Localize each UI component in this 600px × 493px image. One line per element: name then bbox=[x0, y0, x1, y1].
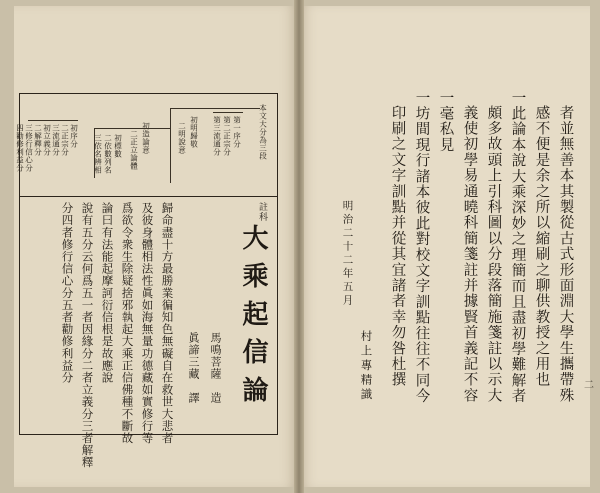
chart-line bbox=[94, 128, 95, 178]
chart-small-item-4: 初立義分 bbox=[42, 124, 52, 156]
chart-top-item-3: 第三流通分 bbox=[212, 116, 222, 156]
body-column-2: 及彼身體相法性眞如海無量功德藏如實修行等 bbox=[140, 202, 155, 444]
chart-line bbox=[94, 128, 170, 129]
chart-small-item-3: 三流通分 bbox=[51, 124, 61, 156]
body-column-3: 爲欲令衆生除疑捨邪執起大乘正信佛種不斷故 bbox=[120, 202, 135, 444]
chart-sub-group-4: 二正立論體 bbox=[129, 130, 139, 170]
chart-small-item-7: 四勸修利益分 bbox=[15, 124, 25, 172]
chart-sub-group-1: 初明歸敬 bbox=[189, 116, 199, 148]
chart-small-item-5: 二解釋分 bbox=[33, 124, 43, 156]
body-column-1: 歸命盡十方最勝業徧知色無礙自在救世大悲者 bbox=[160, 202, 175, 444]
preface-column-3: 一此論本說大乘深妙之理簡而且盡初學難解者 bbox=[509, 90, 526, 404]
chart-line bbox=[28, 120, 78, 121]
chart-top-item-1: 第一序分 bbox=[232, 116, 242, 148]
author-credit: 馬鳴菩薩 造 bbox=[209, 332, 222, 404]
frame-divider bbox=[20, 196, 277, 197]
preface-date: 明治二十二年五月 bbox=[341, 200, 354, 308]
preface-signature: 村上專精識 bbox=[359, 330, 374, 403]
chart-small-item-6: 三修行信心分 bbox=[24, 124, 34, 172]
chart-sub-group-2: 二明說意 bbox=[177, 122, 187, 154]
preface-column-5: 義使初學易通曉科簡箋註并據賢首義記不容 bbox=[461, 105, 478, 404]
preface-column-4: 頗多故頭上引科圖以分段落簡施箋註以示大 bbox=[485, 105, 502, 404]
chart-header-label: 本文大分為三段 bbox=[258, 104, 268, 160]
chart-sub-group-7: 三依名辨相 bbox=[93, 134, 103, 174]
body-column-6: 分四者修行信心分五者勸修利益分 bbox=[60, 202, 75, 384]
chart-sub-group-6: 二依數列名 bbox=[103, 134, 113, 174]
preface-column-2: 感不便是余之所以縮刷之聊供教授之用也 bbox=[533, 105, 550, 388]
body-column-4: 論曰有法能起摩訶衍信根是故應說 bbox=[100, 202, 115, 384]
chart-line bbox=[213, 112, 243, 113]
preface-column-7: 一坊間現行諸本彼此對校文字訓點往往不同今 bbox=[413, 90, 430, 404]
preface-column-8: 印刷之文字訓點并從其宜諸者幸勿咎杜撰 bbox=[389, 105, 406, 388]
chart-line bbox=[170, 108, 171, 183]
book-gutter bbox=[294, 0, 304, 493]
book-title: 大乘起信論 bbox=[238, 224, 268, 414]
annotation-label: 註科 bbox=[257, 202, 267, 222]
chart-sub-group-5: 初標數 bbox=[113, 134, 123, 158]
preface-column-6: 一毫私見 bbox=[437, 90, 454, 153]
chart-sub-group-3: 初造論意 bbox=[141, 122, 151, 154]
body-column-5: 說有五分云何爲五一者因緣分二者立義分三者解釋 bbox=[80, 202, 95, 469]
chart-small-item-2: 二正宗分 bbox=[60, 124, 70, 156]
chart-small-item-1: 初序分 bbox=[69, 124, 79, 148]
preface-column-1: 者並無善本其製從古式形面淵大學生攜帶殊 bbox=[557, 105, 574, 404]
translator-credit: 眞諦三藏 譯 bbox=[187, 332, 200, 404]
chart-line bbox=[170, 108, 260, 109]
page-edge-mark: 二 bbox=[584, 380, 594, 391]
chart-top-item-2: 第二正宗分 bbox=[222, 116, 232, 156]
content-frame bbox=[15, 93, 278, 469]
